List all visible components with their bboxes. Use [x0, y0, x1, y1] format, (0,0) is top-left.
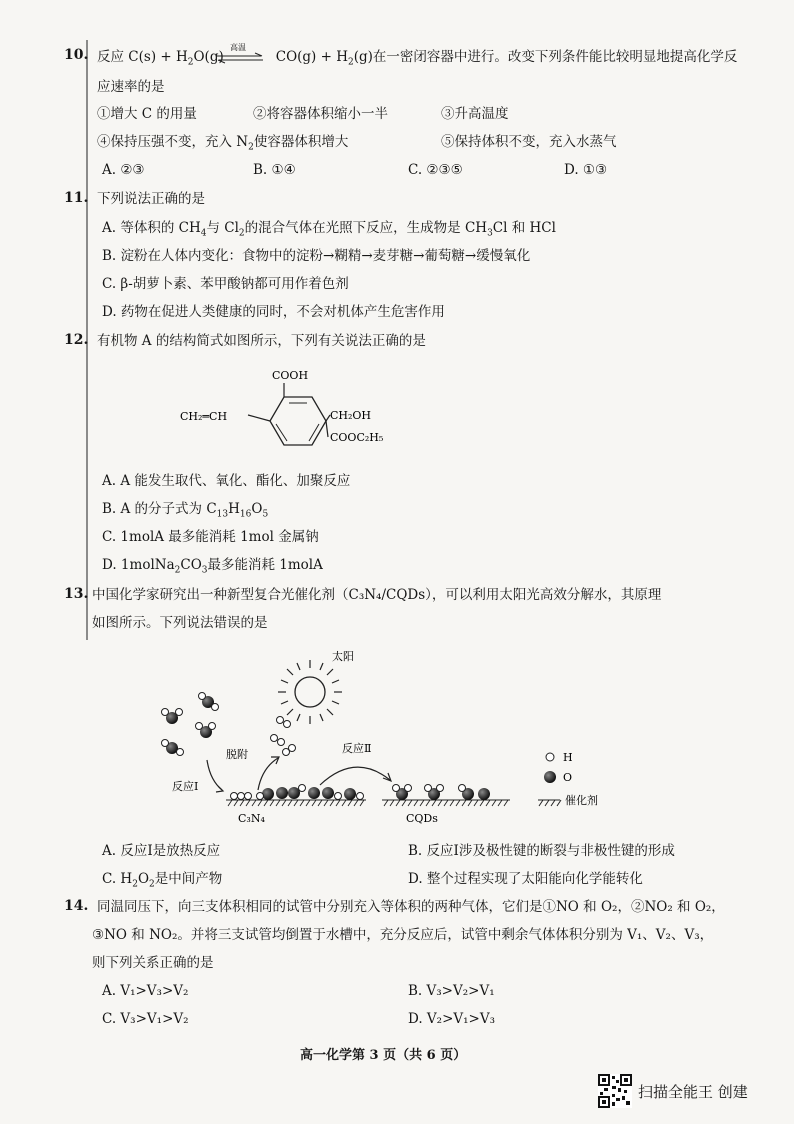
question-14-stem: 同温同压下，向三支体积相同的试管中分别充入等体积的两种气体，它们是①NO 和 O₂，②NO₂ 和 O₂，: [97, 899, 725, 915]
q10-option-b[interactable]: B. ①④: [253, 162, 296, 178]
question-14-stem-line2: ③NO 和 NO₂。并将三支试管均倒置于水槽中，充分反应后，试管中剩余气体体积分别为 V₁、V₂、V₃，: [92, 927, 714, 943]
q10-option-c[interactable]: C. ②③⑤: [408, 162, 463, 178]
q10-condition-5: ⑤保持体积不变，充入水蒸气: [441, 134, 617, 150]
cqds-label: CQDs: [406, 812, 438, 825]
question-10-stem-line2: 应速率的是: [97, 79, 165, 95]
q11-option-d[interactable]: D. 药物在促进人类健康的同时，不会对机体产生危害作用: [102, 304, 445, 320]
legend-catalyst-label: 催化剂: [565, 794, 598, 807]
question-12-number: 12.: [64, 332, 89, 348]
vinyl-group-label: CH₂═CH: [180, 410, 228, 423]
q14-option-b[interactable]: B. V₃>V₂>V₁: [408, 983, 495, 999]
question-12-stem: 有机物 A 的结构简式如图所示，下列有关说法正确的是: [97, 333, 426, 349]
question-13-stem-line2: 如图所示。下列说法错误的是: [92, 615, 268, 631]
water-molecules: [162, 693, 219, 756]
photocatalysis-diagram: [150, 640, 620, 830]
diagram-legend: [538, 751, 598, 807]
q12-option-b[interactable]: B. A 的分子式为 $C_{13}H_{16}O_5$: [102, 501, 269, 520]
legend-o-label: O: [563, 771, 573, 784]
q11-option-a[interactable]: A. 等体积的 $CH_4$与 $Cl_2$的混合气体在光照下反应，生成物是 $CH_3Cl$ 和 HCl: [102, 220, 556, 239]
scanner-watermark: 扫描全能王 创建: [638, 1083, 748, 1101]
ester-group-label: COOC₂H₅: [330, 431, 384, 444]
sun-icon: [278, 660, 342, 724]
q13-option-a[interactable]: A. 反应Ⅰ是放热反应: [102, 843, 221, 859]
q11-option-b[interactable]: B. 淀粉在人体内变化：食物中的淀粉→糊精→麦芽糖→葡萄糖→缓慢氧化: [102, 248, 531, 264]
desorb-arrow-icon: [258, 758, 278, 790]
question-13-number: 13.: [64, 586, 89, 602]
reaction-2-label: 反应Ⅱ: [342, 742, 372, 755]
qr-code-icon: [598, 1074, 632, 1108]
q13-option-d[interactable]: D. 整个过程实现了太阳能向化学能转化: [408, 871, 643, 887]
structure-diagram: [170, 365, 410, 465]
equilibrium-arrow-icon: [215, 52, 265, 64]
q11-option-c[interactable]: C. β-胡萝卜素、苯甲酸钠都可用作着色剂: [102, 276, 349, 292]
reaction-condition: 高温: [230, 43, 246, 52]
q12-option-c[interactable]: C. 1molA 最多能消耗 1mol 金属钠: [102, 529, 319, 545]
q14-option-a[interactable]: A. V₁>V₃>V₂: [102, 983, 189, 999]
question-13-stem: 中国化学家研究出一种新型复合光催化剂（C₃N₄/CQDs），可以利用太阳光高效分解水，其原理: [92, 587, 662, 603]
q13-option-b[interactable]: B. 反应Ⅰ涉及极性键的断裂与非极性键的形成: [408, 843, 675, 859]
q13-option-c[interactable]: C. $H_2O_2$是中间产物: [102, 871, 223, 890]
q10-option-d[interactable]: D. ①③: [564, 162, 608, 178]
q10-option-a[interactable]: A. ②③: [102, 162, 145, 178]
question-14-stem-line3: 则下列关系正确的是: [92, 955, 214, 971]
q10-condition-2: ②将容器体积缩小一半: [253, 106, 388, 122]
sun-label: 太阳: [332, 650, 354, 663]
cooh-group-label: COOH: [272, 369, 309, 382]
q14-option-c[interactable]: C. V₃>V₁>V₂: [102, 1011, 189, 1027]
q10-condition-4: ④保持压强不变，充入 $N_2$使容器体积增大: [97, 134, 349, 153]
legend-h-label: H: [563, 751, 573, 764]
question-14-number: 14.: [64, 898, 89, 914]
question-11-number: 11.: [64, 190, 89, 206]
question-10-number: 10.: [64, 47, 89, 63]
q10-condition-1: ①增大 C 的用量: [97, 106, 197, 122]
c3n4-label: C₃N₄: [238, 812, 265, 825]
ch2oh-group-label: CH₂OH: [330, 409, 372, 422]
q14-option-d[interactable]: D. V₂>V₁>V₃: [408, 1011, 496, 1027]
question-10-stem: 反应 $C(s) + H_2O(g) CO(g) + H_2(g)$在一密闭容器中进行。改变下列条件能比较明显地提高化学反: [97, 49, 738, 68]
q10-condition-3: ③升高温度: [441, 106, 509, 122]
desorb-label: 脱附: [226, 748, 248, 761]
reaction-1-label: 反应Ⅰ: [172, 780, 199, 793]
question-11-stem: 下列说法正确的是: [97, 191, 205, 207]
page-footer: 高一化学第 3 页（共 6 页）: [300, 1048, 467, 1063]
reaction-1-arrow-icon: [207, 760, 222, 790]
q12-option-d[interactable]: D. $1molNa_2CO_3$最多能消耗 1molA: [102, 557, 323, 576]
q12-option-a[interactable]: A. A 能发生取代、氧化、酯化、加聚反应: [102, 473, 351, 489]
reaction-2-arrow-icon: [320, 767, 390, 785]
